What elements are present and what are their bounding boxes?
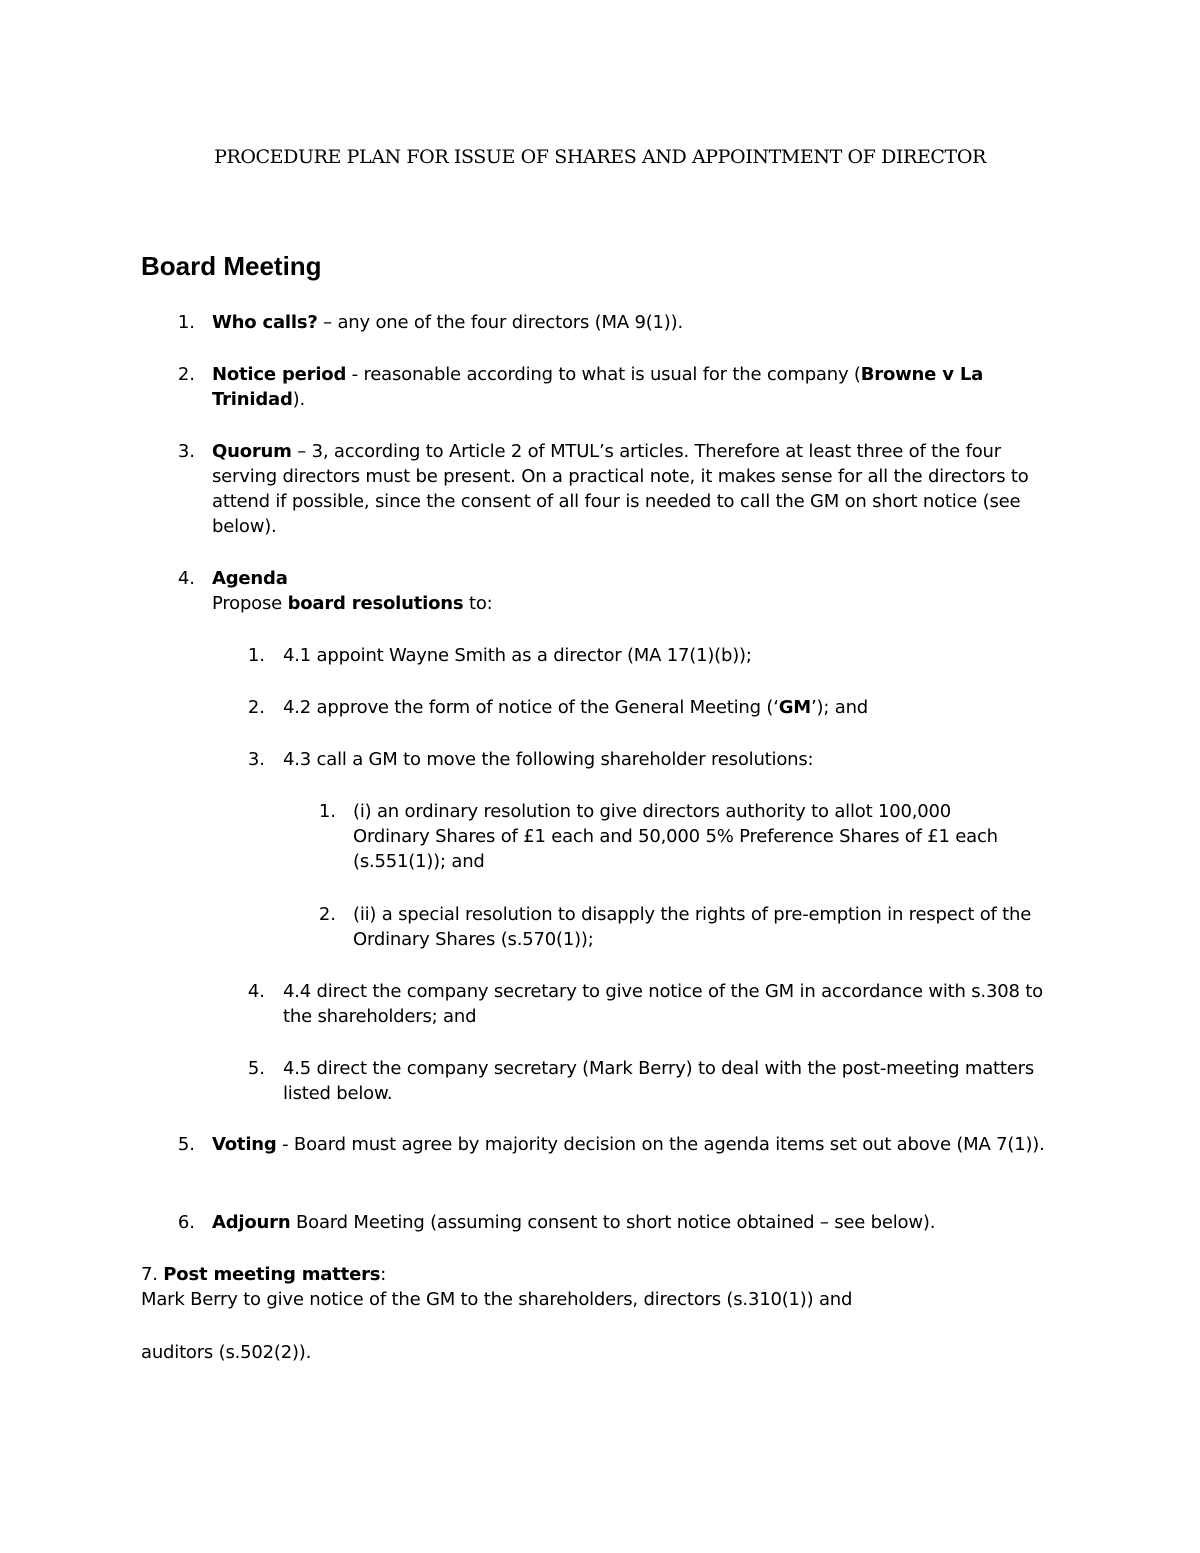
list-number: 1. — [247, 645, 265, 666]
item-emphasis: board resolutions — [287, 593, 464, 614]
list-number: 6. — [177, 1212, 195, 1233]
section-heading: Board Meeting — [141, 251, 322, 281]
item-label: Adjourn — [212, 1212, 291, 1233]
item-text: Board Meeting (assuming consent to short notice obtained – see below). — [290, 1212, 936, 1233]
item-label: Notice period — [212, 364, 347, 385]
list-number: 4. — [177, 568, 195, 589]
list-item-voting — [212, 1132, 1062, 1157]
list-item-resolution-ii: (ii) a special resolution to disapply the rights of pre-emption in respect of the Ordinary Shares (s.570(1)); — [353, 904, 1032, 950]
item-label: Quorum — [212, 441, 292, 462]
list-item-agenda-4-2 — [283, 695, 1063, 720]
list-number: 2. — [247, 697, 265, 718]
list-item-adjourn — [212, 1210, 1062, 1235]
item-text: - reasonable according to what is usual for the company ( — [346, 364, 861, 385]
list-item-agenda-4-4: 4.4 direct the company secretary to give notice of the GM in accordance with s.308 to the shareholders; and — [283, 981, 1043, 1027]
post-meeting-text-line-2: auditors (s.502(2)). — [141, 1342, 312, 1363]
list-item-agenda-4-5: 4.5 direct the company secretary (Mark Berry) to deal with the post-meeting matters listed below. — [283, 1058, 1035, 1104]
item-text: Propose — [212, 593, 288, 614]
list-number: 2. — [318, 904, 336, 925]
item-text: – any one of the four directors (MA 9(1)). — [317, 312, 683, 333]
case-name: Browne v La Trinidad — [212, 364, 984, 410]
list-number: 1. — [318, 801, 336, 822]
item-text: - Board must agree by majority decision on the agenda items set out above (MA 7(1)). — [276, 1134, 1045, 1155]
post-meeting-heading — [141, 1262, 1061, 1287]
item-text: to: — [463, 593, 493, 614]
document-title: PROCEDURE PLAN FOR ISSUE OF SHARES AND APPOINTMENT OF DIRECTOR — [214, 146, 986, 168]
list-number: 3. — [247, 749, 265, 770]
item-label: Agenda — [212, 568, 288, 589]
list-item-agenda-4-3: 4.3 call a GM to move the following shareholder resolutions: — [283, 749, 814, 770]
list-number: 4. — [247, 981, 265, 1002]
item-text: : — [380, 1264, 387, 1285]
list-item-resolution-i: (i) an ordinary resolution to give directors authority to allot 100,000 Ordinary Shares of £1 each and 50,000 5% Preference Shares of £1 each (s.551(1)); and — [353, 801, 998, 872]
list-item-notice-period — [212, 362, 1062, 412]
list-number: 5. — [177, 1134, 195, 1155]
item-label: Voting — [212, 1134, 277, 1155]
list-number: 2. — [177, 364, 195, 385]
item-label: Who calls? — [212, 312, 318, 333]
item-emphasis: GM — [778, 697, 812, 718]
item-text: 4.2 approve the form of notice of the General Meeting (‘ — [283, 697, 779, 718]
list-number: 3. — [177, 441, 195, 462]
list-item-who-calls — [212, 310, 1062, 335]
list-number: 5. — [247, 1058, 265, 1079]
list-number: 1. — [177, 312, 195, 333]
post-meeting-text-line-1: Mark Berry to give notice of the GM to the shareholders, directors (s.310(1)) and — [141, 1289, 853, 1310]
item-text: – 3, according to Article 2 of MTUL’s articles. Therefore at least three of the four serving directors must be present. On a practical note, it makes sense for all the directors to attend if possible, since the consent of all four is needed to call the GM on short notice (see below). — [212, 441, 1029, 537]
list-number: 7. — [141, 1264, 164, 1285]
item-label: Post meeting matters — [163, 1264, 381, 1285]
item-text: ). — [292, 389, 306, 410]
list-item-agenda-4-1: 4.1 appoint Wayne Smith as a director (MA 17(1)(b)); — [283, 645, 752, 666]
list-item-quorum — [212, 439, 1062, 539]
item-text: ’); and — [811, 697, 869, 718]
list-item-agenda — [212, 566, 1062, 616]
